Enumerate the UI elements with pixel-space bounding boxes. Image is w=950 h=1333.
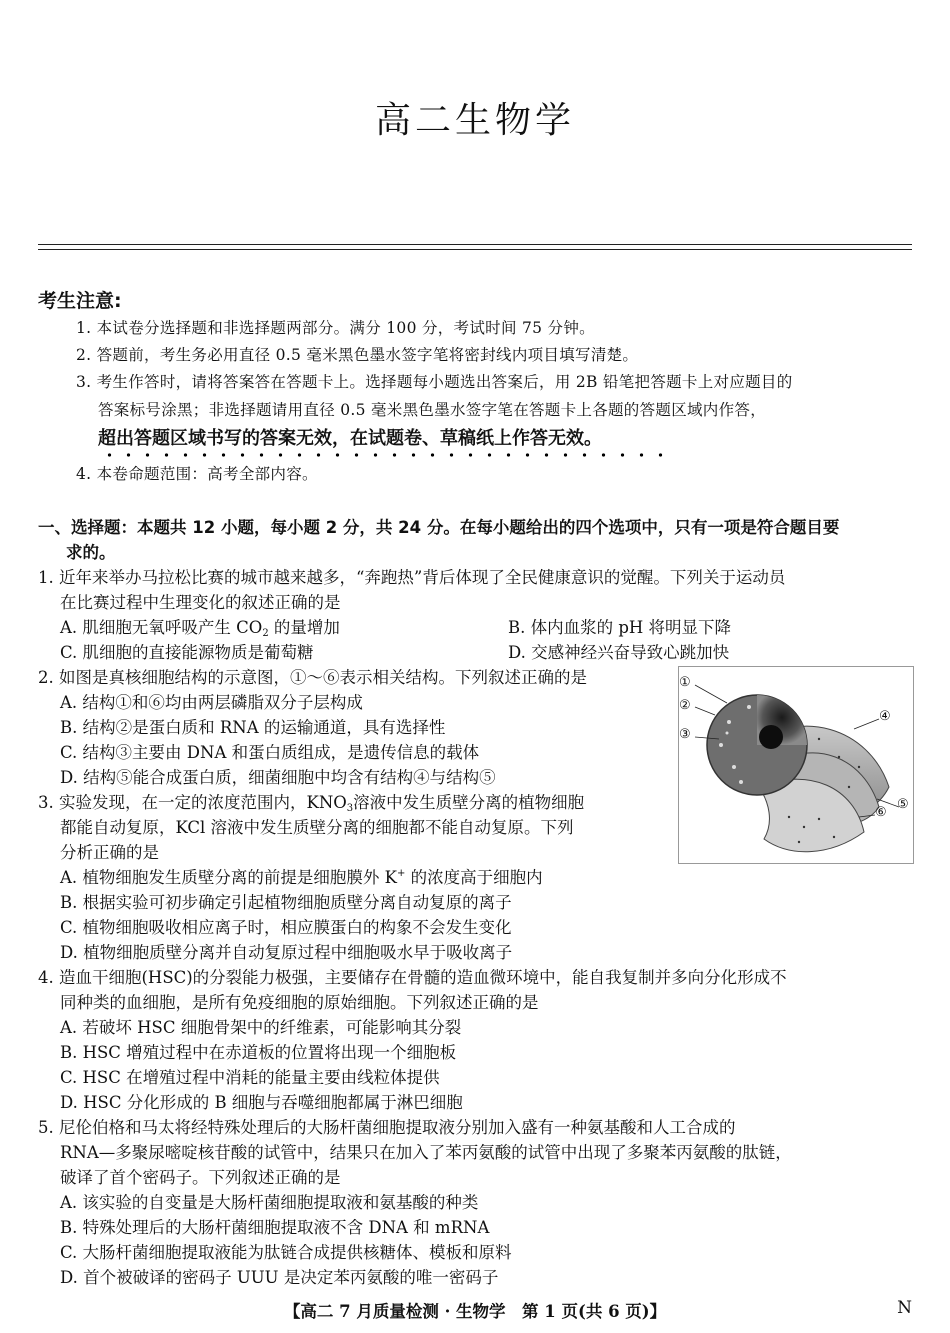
q3-option-b: B. 根据实验可初步确定引起植物细胞质壁分离自动复原的离子 <box>60 893 512 912</box>
q4-option-c: C. HSC 在增殖过程中消耗的能量主要由线粒体提供 <box>60 1068 440 1087</box>
label-2: ② <box>679 698 691 713</box>
q1-stem: 1. 近年来举办马拉松比赛的城市越来越多，“奔跑热”背后体现了全民健康意识的觉醒。下列关于运动员 <box>38 568 786 587</box>
q5-option-c: C. 大肠杆菌细胞提取液能为肽链合成提供核糖体、模板和原料 <box>60 1243 512 1262</box>
q4-option-d: D. HSC 分化形成的 B 细胞与吞噬细胞都属于淋巴细胞 <box>60 1093 463 1112</box>
emphasis-dots <box>100 452 670 458</box>
q5-stem-cont: RNA—多聚尿嘧啶核苷酸的试管中，结果只在加入了苯丙氨酸的试管中出现了多聚苯丙氨酸的肽链， <box>60 1143 792 1162</box>
q3-stem-cont: 分析正确的是 <box>60 843 159 862</box>
notice-item: 答案标号涂黑；非选择题请用直径 0.5 毫米黑色墨水签字笔在答题卡上各题的答题区域内作答， <box>98 401 767 419</box>
q3-stem-cont: 都能自动复原，KCl 溶液中发生质壁分离的细胞都不能自动复原。下列 <box>60 818 574 837</box>
q1-option-c: C. 肌细胞的直接能源物质是葡萄糖 <box>60 643 314 662</box>
notice-item: 1. 本试卷分选择题和非选择题两部分。满分 100 分，考试时间 75 分钟。 <box>76 319 595 337</box>
section-heading: 一、选择题：本题共 12 小题，每小题 2 分，共 24 分。在每小题给出的四个选项中，只有一项是符合题目要 <box>38 518 840 537</box>
cell-diagram-svg <box>679 667 913 863</box>
label-5: ⑤ <box>897 797 909 812</box>
q2-option-c: C. 结构③主要由 DNA 和蛋白质组成，是遗传信息的载体 <box>60 743 480 762</box>
q5-option-d: D. 首个被破译的密码子 UUU 是决定苯丙氨酸的唯一密码子 <box>60 1268 499 1287</box>
version-code: N <box>897 1298 912 1318</box>
cell-structure-diagram <box>678 666 914 864</box>
q5-option-b: B. 特殊处理后的大肠杆菌细胞提取液不含 DNA 和 mRNA <box>60 1218 490 1237</box>
page-footer: 【高二 7 月质量检测 · 生物学 第 1 页(共 6 页)】 <box>283 1302 667 1321</box>
q3-option-a: A. 植物细胞发生质壁分离的前提是细胞膜外 K+ 的浓度高于细胞内 <box>60 868 543 887</box>
q1-option-d: D. 交感神经兴奋导致心跳加快 <box>508 643 730 662</box>
q1-option-a: A. 肌细胞无氧呼吸产生 CO2 的量增加 <box>60 618 340 639</box>
nucleolus <box>759 725 783 749</box>
notice-item: 4. 本卷命题范围：高考全部内容。 <box>76 465 318 483</box>
q2-option-d: D. 结构⑤能合成蛋白质，细菌细胞中均含有结构④与结构⑤ <box>60 768 496 787</box>
top-divider-1 <box>38 244 912 245</box>
label-4: ④ <box>879 709 891 724</box>
top-divider-2 <box>38 249 912 250</box>
notice-item: 2. 答题前，考生务必用直径 0.5 毫米黑色墨水签字笔将密封线内项目填写清楚。 <box>76 346 639 364</box>
q5-option-a: A. 该实验的自变量是大肠杆菌细胞提取液和氨基酸的种类 <box>60 1193 479 1212</box>
q5-stem-cont: 破译了首个密码子。下列叙述正确的是 <box>60 1168 341 1187</box>
page-title: 高二生物学 <box>374 100 575 141</box>
q1-option-b: B. 体内血浆的 pH 将明显下降 <box>508 618 732 637</box>
section-heading-cont: 求的。 <box>66 543 116 562</box>
q5-stem: 5. 尼伦伯格和马太将经特殊处理后的大肠杆菌细胞提取液分别加入盛有一种氨基酸和人工合成的 <box>38 1118 736 1137</box>
notice-item: 3. 考生作答时，请将答案答在答题卡上。选择题每小题选出答案后，用 2B 铅笔把答题卡上对应题目的 <box>76 373 793 391</box>
label-1: ① <box>679 675 691 690</box>
q3-stem: 3. 实验发现，在一定的浓度范围内，KNO3溶液中发生质壁分离的植物细胞 <box>38 793 585 814</box>
q2-option-a: A. 结构①和⑥均由两层磷脂双分子层构成 <box>60 693 363 712</box>
label-6: ⑥ <box>875 805 887 820</box>
label-3: ③ <box>679 727 691 742</box>
q3-option-c: C. 植物细胞吸收相应离子时，相应膜蛋白的构象不会发生变化 <box>60 918 512 937</box>
q4-stem: 4. 造血干细胞(HSC)的分裂能力极强，主要储存在骨髓的造血微环境中，能自我复制并多向分化形成不 <box>38 968 787 987</box>
q1-stem-cont: 在比赛过程中生理变化的叙述正确的是 <box>60 593 341 612</box>
q4-option-b: B. HSC 增殖过程中在赤道板的位置将出现一个细胞板 <box>60 1043 457 1062</box>
notice-heading: 考生注意: <box>38 290 122 312</box>
q2-option-b: B. 结构②是蛋白质和 RNA 的运输通道，具有选择性 <box>60 718 446 737</box>
q2-stem: 2. 如图是真核细胞结构的示意图，①～⑥表示相关结构。下列叙述正确的是 <box>38 668 587 687</box>
q4-option-a: A. 若破坏 HSC 细胞骨架中的纤维素，可能影响其分裂 <box>60 1018 462 1037</box>
notice-item-emphasis: 超出答题区域书写的答案无效，在试题卷、草稿纸上作答无效。 <box>98 428 602 449</box>
q3-option-d: D. 植物细胞质壁分离并自动复原过程中细胞吸水早于吸收离子 <box>60 943 513 962</box>
q4-stem-cont: 同种类的血细胞，是所有免疫细胞的原始细胞。下列叙述正确的是 <box>60 993 539 1012</box>
